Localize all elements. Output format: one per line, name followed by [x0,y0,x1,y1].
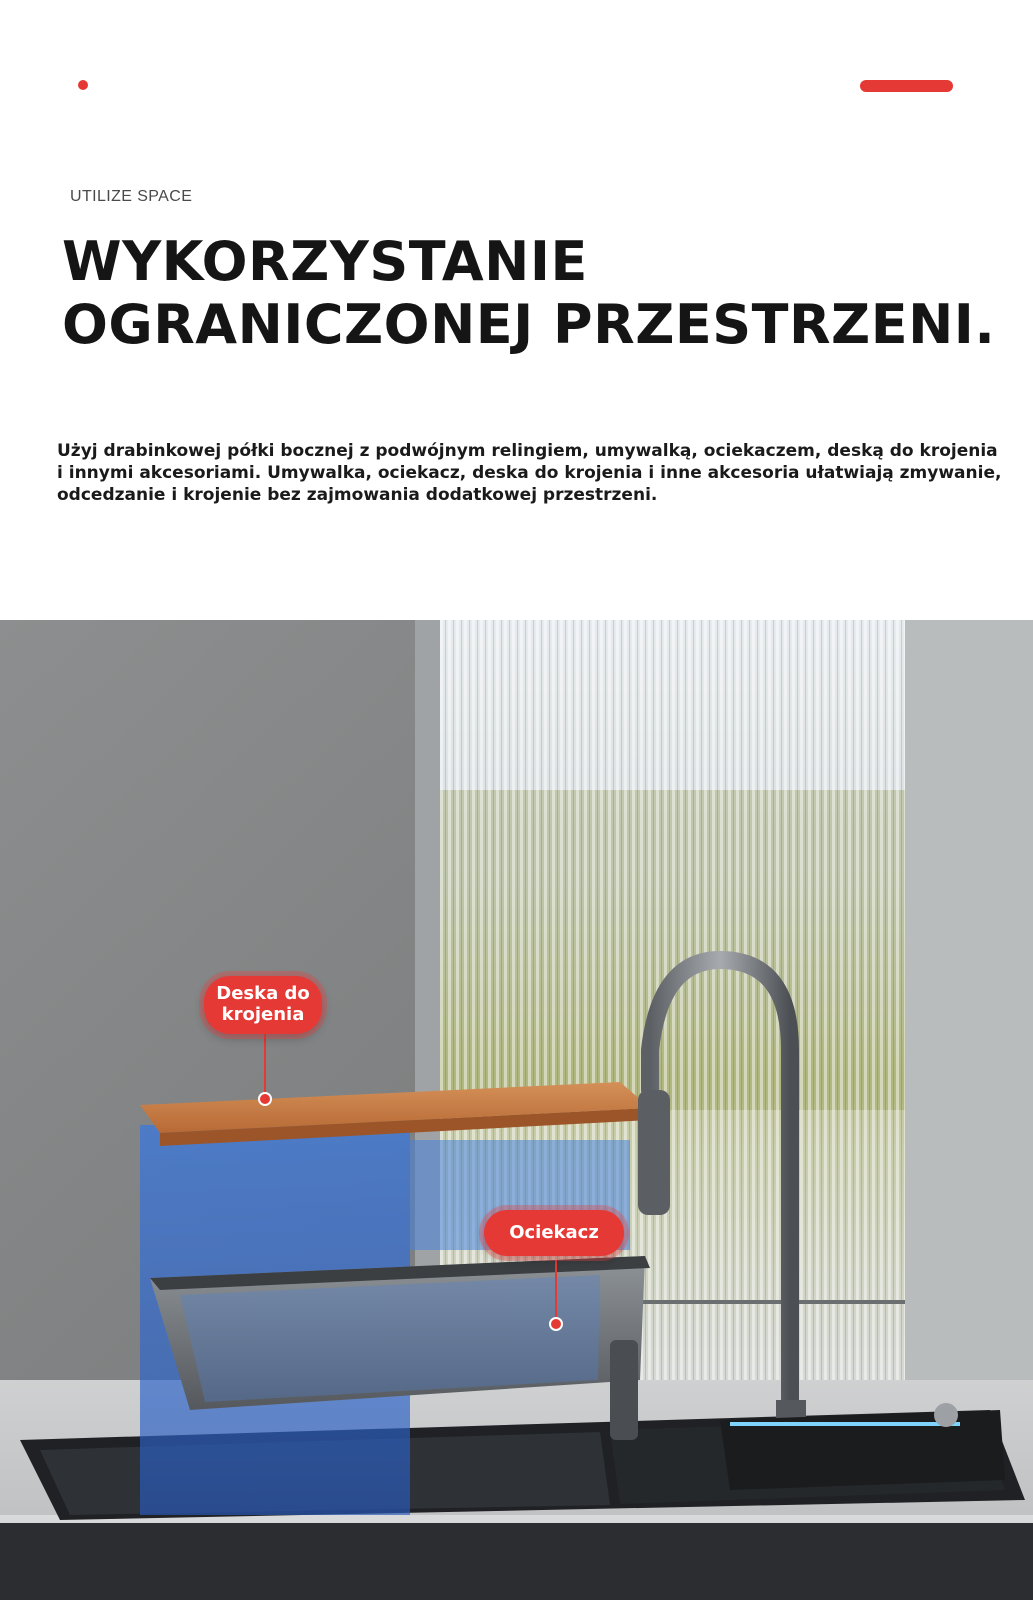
callout-drainer: Ociekacz [484,1210,624,1256]
faucet-spray-head [638,1090,670,1215]
soap-dispenser [610,1340,638,1440]
control-knob [934,1403,958,1427]
page-title [62,230,1002,356]
callout-dot-cutting-board [259,1093,271,1105]
eyebrow-label: UTILIZE SPACE [70,188,193,205]
decorative-dot [78,80,88,90]
callout-cutting-board-line-2: krojenia [221,1004,305,1025]
drainer-overlay [180,1275,600,1402]
product-description: Użyj drabinkowej półki bocznej z podwójnym relingiem, umywalką, ociekaczem, deską do krojenia i innymi akcesoriami. Umywalka, ociekacz, deska do krojenia i inne akcesoria ułatwiają zmywanie, odcedzanie i krojenie bez zajmowania dodatkowej przestrzeni. [57,441,1002,505]
callout-dot-drainer [550,1318,562,1330]
wall-right [905,620,1033,1380]
cabinet-front [0,1520,1033,1600]
kitchen-sink-illustration [0,620,1033,1600]
callout-cutting-board-line-1: Deska do [216,983,310,1004]
page-title-line-1: WYKORZYSTANIE [62,230,588,293]
callout-cutting-board [204,976,322,1034]
product-photo [0,620,1033,1600]
panel-light [730,1422,960,1426]
decorative-bar [860,80,953,92]
page-title-line-2: OGRANICZONEJ PRZESTRZENI. [62,293,996,356]
